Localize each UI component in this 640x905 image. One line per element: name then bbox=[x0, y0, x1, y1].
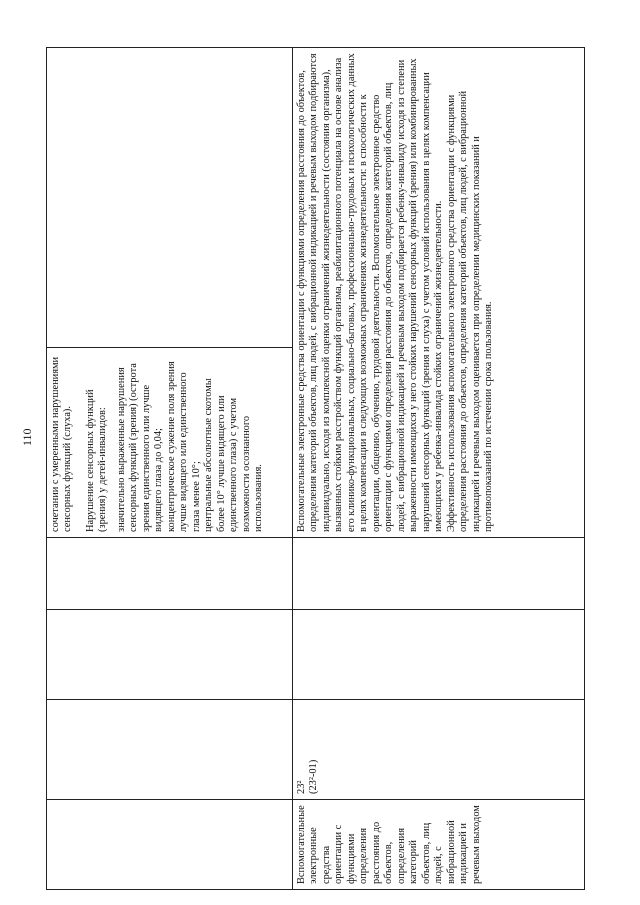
cell-empty bbox=[47, 48, 293, 348]
cell-empty bbox=[47, 700, 293, 800]
cell-empty bbox=[47, 800, 293, 890]
cell-empty bbox=[293, 538, 585, 610]
page-number: 110 bbox=[20, 428, 34, 446]
requirements-table bbox=[46, 47, 585, 890]
criteria-paragraph: концентрическое сужение поля зрения лучше видящего или единственного глаза менее 10°; bbox=[165, 361, 202, 532]
code-primary: 23² bbox=[296, 780, 307, 794]
cell-empty bbox=[293, 610, 585, 700]
table-row bbox=[47, 48, 293, 890]
criteria-paragraph: Нарушение сенсорных функций (зрения) у детей-инвалидов: bbox=[84, 389, 109, 532]
criteria-paragraph: значительно выраженные нарушения сенсорных функций (зрения) (острота зрения единственного или лучше видящего глаза до 0,04; bbox=[115, 363, 165, 532]
cell-empty bbox=[47, 538, 293, 610]
description-paragraph: Вспомогательные электронные средства ориентации с функциями определения расстояния до объектов, определения категорий объектов, лиц людей, с вибрационной индикацией и речевым выходом подбираются индивидуально, исходя из комплексной оценки ограничений жизнедеятельности (состояния организма), вызванных стойким расстройством функций организма, реабилитационного потенциала на основе анализа его клинико-функциональных, социально-бытовых, профессионально-трудовых и психологических данных в целях компенсации в следующих возможных ограничениях жизнедеятельности: в способности к ориентации, общению, обучению, трудовой деятельности. Вспомогательное электронное средство ориентации с функциями определения расстояния до объектов, определения категорий объектов, лиц людей, с вибрационной индикацией и речевым выходом подбирается ребенку-инвалиду исходя из степени выраженности имеющихся у него стойких нарушений сенсорных функций (зрения) или комбинированных нарушений сенсорных функций (зрения и слуха) с учетом условий использования в целях компенсации имеющихся у ребенка-инвалида стойких ограничений жизнедеятельности. bbox=[296, 53, 445, 532]
cell-sensory-criteria bbox=[47, 348, 293, 538]
cell-device-name: Вспомогательные электронные средства ориентации с функциями определения расстояния до объектов, определения категорий объектов, лиц людей, с вибрационной индикацией и речевым выходом bbox=[293, 800, 585, 890]
code-secondary: (23²-01) bbox=[308, 759, 320, 794]
description-paragraph: Эффективность использования вспомогательного электронного средства ориентации с функциями определения расстояния до объектов, определения категорий объектов, лиц людей, с вибрационной индикацией и речевым выходом оценивается при определении медицинских показаний и противопоказаний по истечении срока пользования. bbox=[445, 90, 495, 532]
table-row bbox=[293, 48, 585, 890]
cell-device-code bbox=[293, 700, 585, 800]
criteria-paragraph: сочетании с умеренными нарушениями сенсорных функций (слуха). bbox=[50, 356, 74, 532]
cell-empty bbox=[47, 610, 293, 700]
rotated-table-wrapper bbox=[46, 48, 584, 890]
cell-device-description bbox=[293, 48, 585, 538]
criteria-paragraph: центральные абсолютные скотомы более 10° лучше видящего или единственного глаза) с учетом возможности осознанного использования. bbox=[203, 378, 265, 532]
